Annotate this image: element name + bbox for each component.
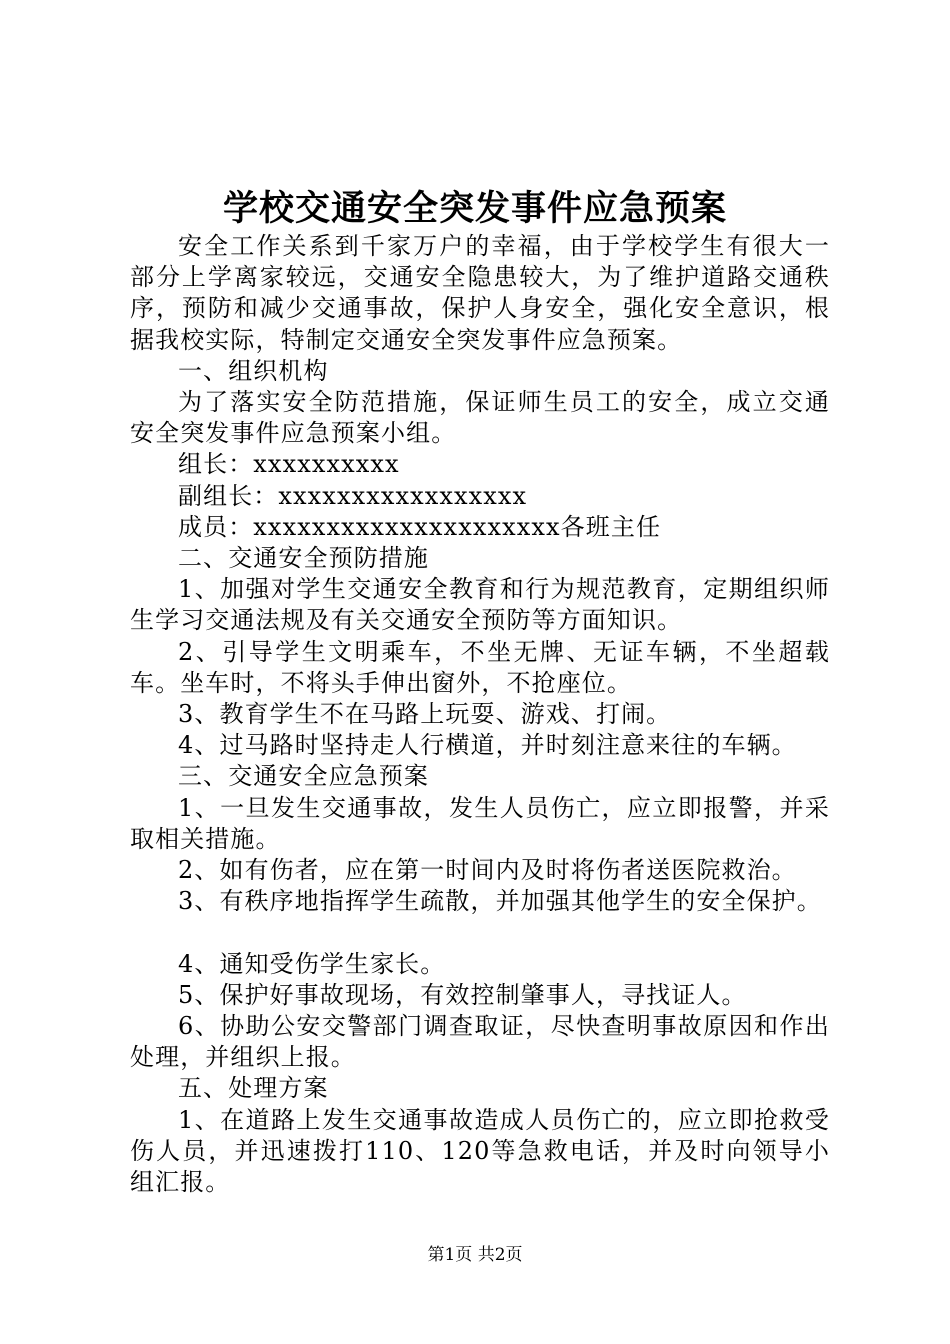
page-footer: 第1页 共2页 — [427, 1245, 523, 1265]
prevention-item-3: 3、教育学生不在马路上玩耍、游戏、打闹。 — [178, 700, 672, 729]
section-heading-prevention: 二、交通安全预防措施 — [178, 544, 429, 573]
emergency-item-6: 6、协助公安交警部门调查取证，尽快查明事故原因和作出处理，并组织上报。 — [130, 1012, 830, 1072]
organization-paragraph: 为了落实安全防范措施，保证师生员工的安全，成立交通安全突发事件应急预案小组。 — [130, 388, 830, 448]
members-line: 成员：xxxxxxxxxxxxxxxxxxxxx各班主任 — [178, 512, 662, 541]
team-leader-line: 组长：xxxxxxxxxx — [178, 450, 400, 479]
prevention-item-4: 4、过马路时坚持走人行横道，并时刻注意来往的车辆。 — [178, 731, 797, 760]
document-title: 学校交通安全突发事件应急预案 — [222, 188, 727, 229]
handling-item-1: 1、在道路上发生交通事故造成人员伤亡的，应立即抢救受伤人员，并迅速拨打110、120等急救电话，并及时向领导小组汇报。 — [130, 1105, 830, 1197]
document-body — [130, 231, 830, 1198]
prevention-item-1: 1、加强对学生交通安全教育和行为规范教育，定期组织师生学习交通法规及有关交通安全预防等方面知识。 — [130, 575, 830, 635]
deputy-leader-line: 副组长：xxxxxxxxxxxxxxxxx — [178, 481, 528, 510]
emergency-item-2: 2、如有伤者，应在第一时间内及时将伤者送医院救治。 — [178, 856, 797, 885]
section-heading-organization: 一、组织机构 — [178, 356, 329, 385]
emergency-item-3: 3、有秩序地指挥学生疏散，并加强其他学生的安全保护。 — [178, 887, 822, 916]
section-heading-handling: 五、处理方案 — [178, 1074, 329, 1103]
prevention-item-2: 2、引导学生文明乘车，不坐无牌、无证车辆，不坐超载车。坐车时，不将头手伸出窗外，不抢座位。 — [130, 637, 830, 697]
section-heading-emergency: 三、交通安全应急预案 — [178, 762, 429, 791]
emergency-item-5: 5、保护好事故现场，有效控制肇事人，寻找证人。 — [178, 980, 747, 1009]
emergency-item-4: 4、通知受伤学生家长。 — [178, 949, 446, 978]
emergency-item-1: 1、一旦发生交通事故，发生人员伤亡，应立即报警，并采取相关措施。 — [130, 793, 830, 853]
intro-paragraph: 安全工作关系到千家万户的幸福，由于学校学生有很大一部分上学离家较远，交通安全隐患较大，为了维护道路交通秩序，预防和减少交通事故，保护人身安全，强化安全意识，根据我校实际，特制定交通安全突发事件应急预案。 — [130, 232, 830, 354]
